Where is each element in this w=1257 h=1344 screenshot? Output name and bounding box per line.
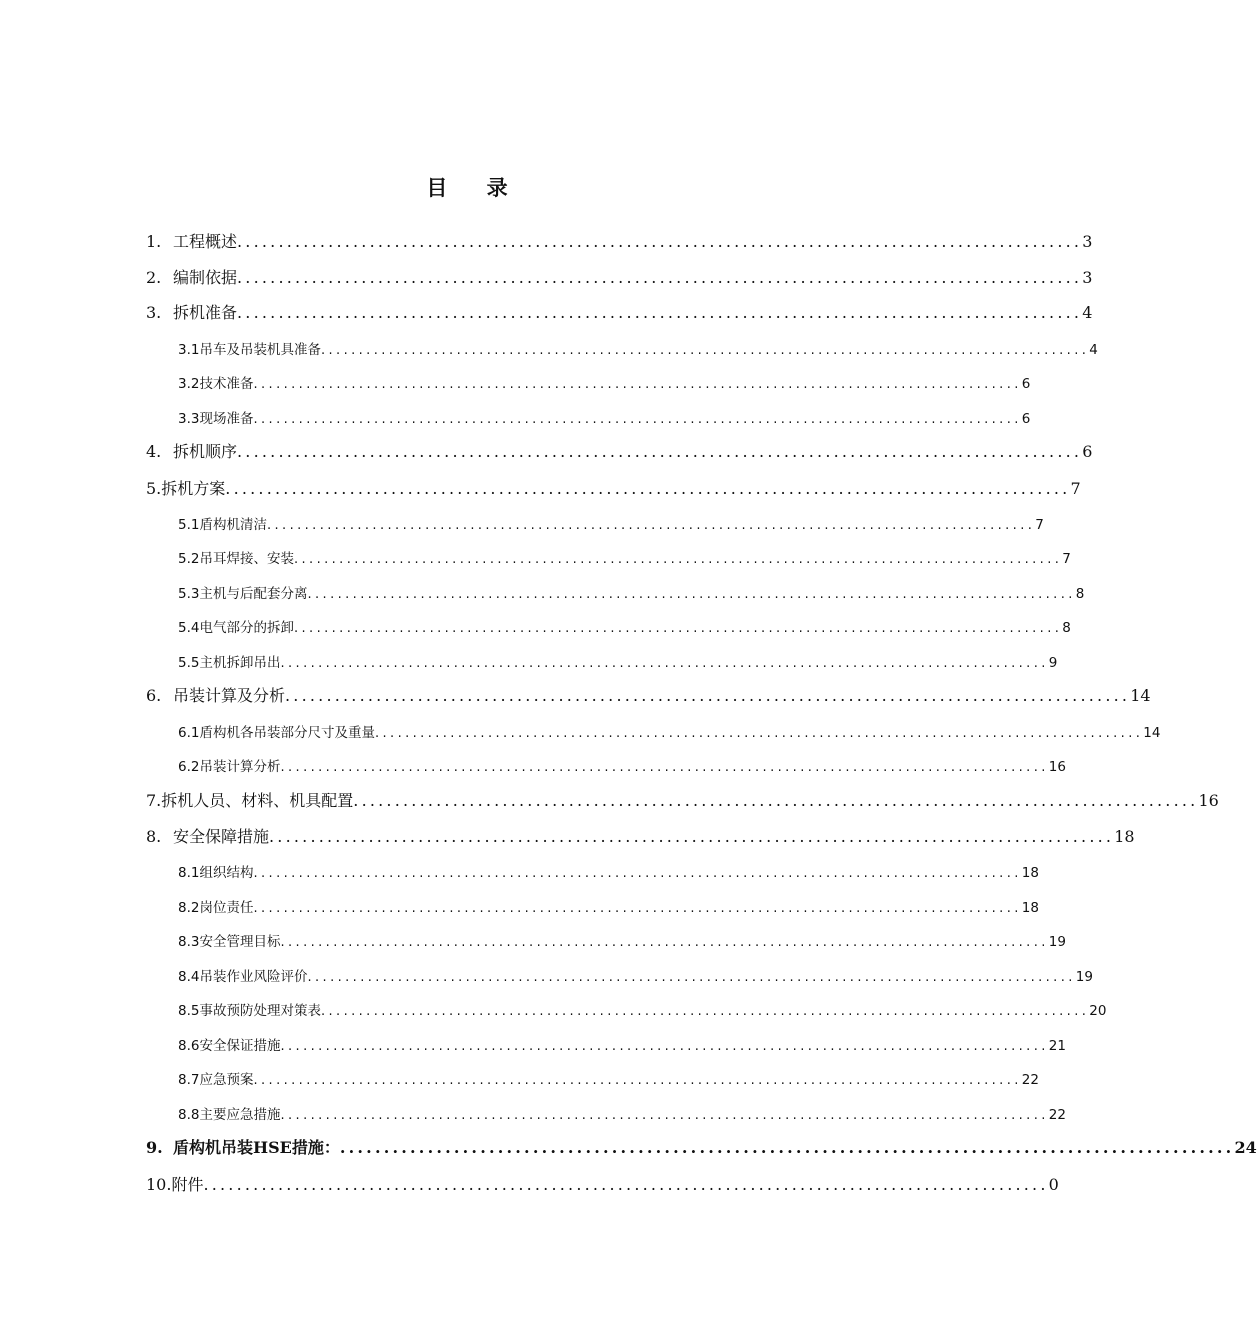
toc-entry-label: 5.4电气部分的拆卸 [178,620,294,636]
toc-page-number: 19 [1075,969,1093,985]
dot-leader: ...................................................................................................... [253,1073,1022,1088]
dot-leader: ...................................................................................................... [320,343,1090,358]
toc-entry[interactable] [0,513,1044,533]
dot-leader: ...................................................................................................... [237,303,1083,322]
toc-page-number: 20 [1089,1003,1107,1019]
toc-entry-label: 6.2吊装计算分析 [178,759,281,775]
dot-leader: ...................................................................................................... [280,1039,1049,1054]
toc-entry-label: 3.1吊车及吊装机具准备 [178,342,321,358]
toc-entry-label: 5.5主机拆卸吊出 [178,655,281,671]
dot-leader: ...................................................................................................... [266,518,1036,533]
toc-entry[interactable] [0,372,1031,392]
toc-page-number: 18 [1021,865,1039,881]
toc-title: 目 录 [426,175,524,200]
toc-page-number: 16 [1048,759,1066,775]
toc-entry-label: 8.5事故预防处理对策表 [178,1003,321,1019]
toc-entry-label: 8.8主要应急措施 [178,1107,281,1123]
toc-entry[interactable] [0,1103,1066,1123]
toc-entry-label: 3.2技术准备 [178,376,254,392]
toc-entry[interactable] [0,1068,1039,1088]
toc-entry[interactable] [0,265,1093,288]
toc-entry[interactable] [0,824,1135,847]
toc-entry-label: 8.6安全保证措施 [178,1038,281,1054]
toc-entry[interactable] [0,930,1066,950]
dot-leader: ...................................................................................................... [280,935,1049,950]
toc-entry-label: 6. 吊装计算及分析 [146,686,286,705]
toc-entry-label: 7.拆机人员、材料、机具配置 [146,791,354,810]
toc-entry-label: 10.附件 [146,1175,204,1194]
toc-entry[interactable] [0,547,1071,567]
toc-entry[interactable] [0,338,1098,358]
toc-entry-label: 5.3主机与后配套分离 [178,586,308,602]
toc-entry-label: 5.1盾构机清洁 [178,517,267,533]
toc-entry-label: 4. 拆机顺序 [146,442,238,461]
toc-page-number: 14 [1143,725,1161,741]
toc-page-number: 6 [1021,376,1031,392]
toc-page-number: 3 [1082,232,1093,251]
toc-page-number: 6 [1021,411,1031,427]
toc-entry[interactable] [0,788,1219,811]
toc-entry[interactable] [0,1135,1257,1158]
dot-leader: ...................................................................................................... [280,760,1049,775]
dot-leader: ...................................................................................................... [253,901,1022,916]
toc-entry-label: 1. 工程概述 [146,232,238,251]
toc-entry-label: 8.1组织结构 [178,865,254,881]
toc-page-number: 22 [1021,1072,1039,1088]
toc-page-number: 8 [1075,586,1085,602]
toc-entry[interactable] [0,683,1151,706]
dot-leader: ...................................................................................................... [320,1004,1090,1019]
toc-page-number: 4 [1089,342,1098,358]
toc-entry[interactable] [0,1034,1066,1054]
toc-entry-label: 3. 拆机准备 [146,303,238,322]
toc-entry[interactable] [0,651,1058,671]
toc-page-number: 18 [1021,900,1039,916]
toc-entry-label: 3.3现场准备 [178,411,254,427]
dot-leader: ...................................................................................................... [280,656,1049,671]
dot-leader: ...................................................................................................... [353,791,1199,810]
toc-page-number: 6 [1082,442,1093,461]
dot-leader: ...................................................................................................... [374,726,1144,741]
toc-page-number: 9 [1048,655,1058,671]
toc-entry[interactable] [0,861,1039,881]
toc-entry-label: 8.2岗位责任 [178,900,254,916]
toc-page-number: 22 [1048,1107,1066,1123]
toc-entry[interactable] [0,407,1031,427]
toc-entry-label: 6.1盾构机各吊装部分尺寸及重量 [178,725,375,741]
toc-page-number: 24 [1234,1138,1257,1157]
toc-page-number: 7 [1062,551,1071,567]
toc-entry[interactable] [0,1172,1059,1195]
toc-entry[interactable] [0,755,1066,775]
toc-page-number: 8 [1062,620,1071,636]
toc-entry-label: 8.3安全管理目标 [178,934,281,950]
toc-entry[interactable] [0,721,1161,741]
dot-leader: ...................................................................................................... [237,232,1083,251]
toc-entry-label: 9. 盾构机吊装HSE措施： [146,1138,340,1157]
toc-entry[interactable] [0,439,1093,462]
toc-entry[interactable] [0,965,1093,985]
dot-leader: ...................................................................................................... [307,970,1076,985]
dot-leader: ...................................................................................................... [269,827,1115,846]
toc-entry-label: 8. 安全保障措施 [146,827,270,846]
toc-entry-label: 8.4吊装作业风险评价 [178,969,308,985]
toc-page-number: 7 [1070,479,1081,498]
toc-entry-label: 8.7应急预案 [178,1072,254,1088]
toc-entry[interactable] [0,999,1107,1019]
toc-page-number: 0 [1048,1175,1059,1194]
dot-leader: ...................................................................................................... [280,1108,1049,1123]
toc-page-number: 19 [1048,934,1066,950]
toc-entry[interactable] [0,896,1039,916]
toc-entry[interactable] [0,582,1085,602]
dot-leader: ...................................................................................................... [293,552,1063,567]
toc-page-number: 14 [1130,686,1151,705]
toc-page-number: 7 [1035,517,1044,533]
toc-entry[interactable] [0,229,1093,252]
toc-entry[interactable] [0,616,1071,636]
toc-page-number: 4 [1082,303,1093,322]
toc-entry[interactable] [0,300,1093,323]
toc-entry[interactable] [0,476,1081,499]
toc-entry-label: 2. 编制依据 [146,268,238,287]
dot-leader: ...................................................................................................... [253,412,1022,427]
dot-leader: ...................................................................................................... [237,442,1083,461]
dot-leader: ...................................................................................................... [237,268,1083,287]
toc-page-number: 21 [1048,1038,1066,1054]
dot-leader: ...................................................................................................... [253,377,1022,392]
dot-leader: ...................................................................................................... [307,587,1076,602]
dot-leader: ...................................................................................................... [203,1175,1049,1194]
dot-leader: ...................................................................................................... [339,1138,1235,1157]
toc-page-number: 18 [1114,827,1135,846]
dot-leader: ...................................................................................................... [253,866,1022,881]
toc-page-number: 16 [1198,791,1219,810]
toc-entry-label: 5.拆机方案 [146,479,226,498]
dot-leader: ...................................................................................................... [285,686,1131,705]
dot-leader: ...................................................................................................... [293,621,1063,636]
toc-entry-label: 5.2吊耳焊接、安装 [178,551,294,567]
toc-page-number: 3 [1082,268,1093,287]
dot-leader: ...................................................................................................... [225,479,1071,498]
